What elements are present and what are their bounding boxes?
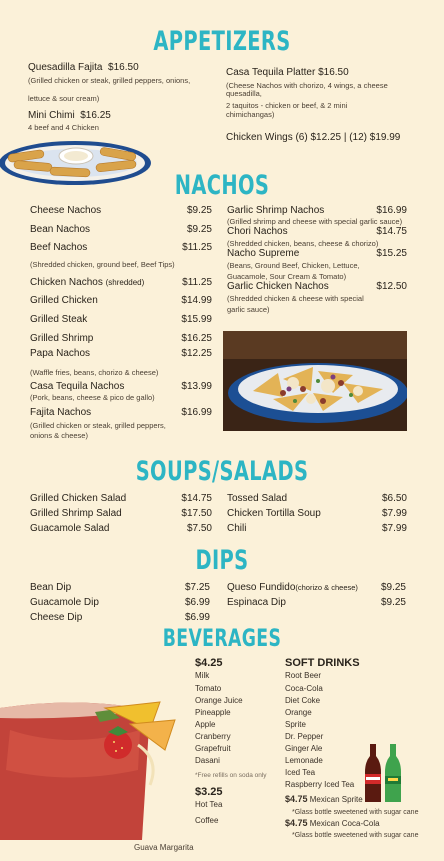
beverage-325-item-0: Hot Tea xyxy=(195,800,223,809)
dips-left-item-1: Guacamole Dip xyxy=(30,597,99,608)
casa-tequila-nachos-desc: (Pork, beans, cheese & pico de gallo) xyxy=(30,393,155,402)
platter-desc-line4: chimichangas) xyxy=(226,110,275,119)
dips-right-item-1: Espinaca Dip xyxy=(227,597,286,608)
soft-drink-item-3: Orange xyxy=(285,708,312,717)
nachos-item-bean: Bean Nachos xyxy=(30,224,91,235)
dips-right-item-0 xyxy=(227,582,358,594)
guava-margarita-photo xyxy=(0,690,190,840)
mini-chimi-price: $16.25 xyxy=(80,110,111,121)
platter-desc-line2: quesadilla, xyxy=(226,89,262,98)
garlic-shrimp-desc: (Grilled shrimp and cheese with special garlic sauce) xyxy=(227,217,403,226)
quesadilla-fajita-desc-line2: lettuce & sour cream) xyxy=(28,94,100,103)
nachos-item-beef: Beef Nachos xyxy=(30,242,88,253)
nachos-price-beef: $11.25 xyxy=(182,242,212,253)
free-refills-note: *Free refills on soda only xyxy=(195,772,267,779)
mexican-sprite-note: *Glass bottle sweetened with sugar cane xyxy=(292,809,419,816)
soft-drink-item-4: Sprite xyxy=(285,720,306,729)
soups-right-item-0: Tossed Salad xyxy=(227,493,288,504)
beverage-425-item-6: Grapefruit xyxy=(195,744,231,753)
nachos-item-grilled-chicken: Grilled Chicken xyxy=(30,295,98,306)
soups-right-price-0: $6.50 xyxy=(381,493,407,504)
fajita-nachos-desc-line1: (Grilled chicken or steak, grilled peppers, xyxy=(30,421,166,430)
nachos-price-bean: $9.25 xyxy=(186,224,212,235)
nachos-photo xyxy=(223,331,407,431)
mexican-coke-line xyxy=(285,817,380,830)
nachos-item-chori: Chori Nachos xyxy=(227,226,288,237)
appetizers-heading: APPETIZERS xyxy=(153,26,291,57)
dips-left-price-1: $6.99 xyxy=(184,597,210,608)
beverage-425-item-3: Pineapple xyxy=(195,708,231,717)
mexican-coke-name: Mexican Coca-Cola xyxy=(309,819,380,828)
nachos-price-grilled-shrimp: $16.25 xyxy=(181,333,212,344)
nachos-price-garlic-chicken: $12.50 xyxy=(376,281,407,292)
soft-drink-item-6: Ginger Ale xyxy=(285,744,323,753)
chicken-nachos-label: Chicken Nachos xyxy=(30,277,103,288)
mexican-coke-price: $4.75 xyxy=(285,818,308,828)
soups-left-item-0: Grilled Chicken Salad xyxy=(30,493,127,504)
nachos-item-casa-tequila: Casa Tequila Nachos xyxy=(30,381,125,392)
queso-fundido-label: Queso Fundido xyxy=(227,582,296,593)
nachos-price-casa-tequila: $13.99 xyxy=(181,381,212,392)
nachos-price-fajita: $16.99 xyxy=(181,407,212,418)
soft-drink-item-2: Diet Coke xyxy=(285,696,321,705)
beverage-425-item-0: Milk xyxy=(195,671,210,680)
supreme-desc-line2: Guacamole, Sour Cream & Tomato) xyxy=(227,272,347,281)
nachos-price-grilled-steak: $15.99 xyxy=(181,314,212,325)
nachos-heading: NACHOS xyxy=(174,170,270,201)
soups-salads-heading: SOUPS/SALADS xyxy=(135,456,309,487)
dips-left-price-0: $7.25 xyxy=(184,582,210,593)
soups-left-price-2: $7.50 xyxy=(186,523,212,534)
beverage-425-item-7: Dasani xyxy=(195,756,220,765)
platter-desc-line1: (Cheese Nachos with chorizo, 4 wings, a cheese xyxy=(226,81,388,90)
soft-drink-item-1: Coca-Cola xyxy=(285,684,323,693)
beverage-price-325: $3.25 xyxy=(195,786,223,798)
beverages-heading: BEVERAGES xyxy=(162,624,282,652)
soups-right-price-1: $7.99 xyxy=(381,508,407,519)
beverage-325-item-1: Coffee xyxy=(195,816,219,825)
quesadilla-fajita-price: $16.50 xyxy=(108,62,139,73)
mexican-sprite-price: $4.75 xyxy=(285,794,308,804)
queso-fundido-suffix: (chorizo & cheese) xyxy=(295,583,358,592)
nachos-item-cheese: Cheese Nachos xyxy=(30,205,102,216)
nachos-price-cheese: $9.25 xyxy=(186,205,212,216)
beverage-425-item-2: Orange Juice xyxy=(195,696,243,705)
soft-drinks-heading: SOFT DRINKS xyxy=(285,657,360,669)
soft-drink-item-0: Root Beer xyxy=(285,671,322,680)
nachos-beef-desc: (Shredded chicken, ground beef, Beef Tips) xyxy=(30,260,175,269)
beverage-425-item-1: Tomato xyxy=(195,684,222,693)
soups-left-price-0: $14.75 xyxy=(181,493,212,504)
mexican-sprite-name: Mexican Sprite xyxy=(309,795,363,804)
soups-right-item-2: Chili xyxy=(227,523,247,534)
soups-left-item-2: Guacamole Salad xyxy=(30,523,110,534)
beverage-price-425: $4.25 xyxy=(195,657,223,669)
chicken-nachos-suffix: (shredded) xyxy=(105,278,145,287)
casa-tequila-platter-label: Casa Tequila Platter xyxy=(226,67,316,78)
dips-right-price-0: $9.25 xyxy=(380,582,406,593)
nachos-item-garlic-chicken: Garlic Chicken Nachos xyxy=(227,281,329,292)
quesadilla-fajita-label: Quesadilla Fajita xyxy=(28,62,103,73)
dips-right-price-1: $9.25 xyxy=(380,597,406,608)
nachos-item-chicken xyxy=(30,277,144,289)
beverage-425-item-5: Cranberry xyxy=(195,732,231,741)
dips-left-item-2: Cheese Dip xyxy=(30,612,83,623)
soft-drink-item-9: Raspberry Iced Tea xyxy=(285,780,355,789)
dips-left-price-2: $6.99 xyxy=(184,612,210,623)
mexican-soda-bottles xyxy=(362,742,406,804)
quesadilla-fajita-desc-line1: (Grilled chicken or steak, grilled peppers, onions, xyxy=(28,76,191,85)
soft-drink-item-8: Iced Tea xyxy=(285,768,316,777)
nachos-item-supreme: Nacho Supreme xyxy=(227,248,300,259)
soft-drink-item-7: Lemonade xyxy=(285,756,323,765)
quesadilla-fajita-name xyxy=(28,62,139,74)
nachos-item-fajita: Fajita Nachos xyxy=(30,407,92,418)
nachos-item-grilled-steak: Grilled Steak xyxy=(30,314,88,325)
soups-right-price-2: $7.99 xyxy=(381,523,407,534)
guava-margarita-caption: Guava Margarita xyxy=(134,843,194,852)
beverage-425-item-4: Apple xyxy=(195,720,216,729)
nachos-price-garlic-shrimp: $16.99 xyxy=(376,205,407,216)
dips-heading: DIPS xyxy=(195,545,249,576)
soups-right-item-1: Chicken Tortilla Soup xyxy=(227,508,321,519)
mini-chimi-label: Mini Chimi xyxy=(28,110,75,121)
nachos-price-chori: $14.75 xyxy=(376,226,407,237)
chicken-wings-line: Chicken Wings (6) $12.25 | (12) $19.99 xyxy=(226,132,401,143)
nachos-item-papa: Papa Nachos xyxy=(30,348,91,359)
casa-tequila-platter-price: $16.50 xyxy=(318,67,349,78)
nachos-price-grilled-chicken: $14.99 xyxy=(181,295,212,306)
nachos-price-chicken: $11.25 xyxy=(182,277,212,288)
soups-left-price-1: $17.50 xyxy=(181,508,212,519)
soft-drink-item-5: Dr. Pepper xyxy=(285,732,324,741)
mini-chimi-name xyxy=(28,110,111,122)
nachos-price-papa: $12.25 xyxy=(181,348,212,359)
dips-left-item-0: Bean Dip xyxy=(30,582,72,593)
casa-tequila-platter-name xyxy=(226,67,349,79)
mexican-coke-note: *Glass bottle sweetened with sugar cane xyxy=(292,832,419,839)
soups-left-item-1: Grilled Shrimp Salad xyxy=(30,508,122,519)
mexican-sprite-line xyxy=(285,793,363,806)
nachos-price-supreme: $15.25 xyxy=(376,248,407,259)
platter-desc-line3: 2 taquitos - chicken or beef, & 2 mini xyxy=(226,101,348,110)
garlic-chicken-desc-line1: (Shredded chicken & cheese with special xyxy=(227,294,364,303)
fajita-nachos-desc-line2: onions & cheese) xyxy=(30,431,88,440)
mini-chimi-desc: 4 beef and 4 Chicken xyxy=(28,123,99,132)
nachos-item-garlic-shrimp: Garlic Shrimp Nachos xyxy=(227,205,325,216)
garlic-chicken-desc-line2: garlic sauce) xyxy=(227,305,270,314)
papa-nachos-desc: (Waffle fries, beans, chorizo & cheese) xyxy=(30,368,159,377)
chori-desc: (Shredded chicken, beans, cheese & chorizo) xyxy=(227,239,379,248)
nachos-item-grilled-shrimp: Grilled Shrimp xyxy=(30,333,94,344)
supreme-desc-line1: (Beans, Ground Beef, Chicken, Lettuce, xyxy=(227,261,360,270)
